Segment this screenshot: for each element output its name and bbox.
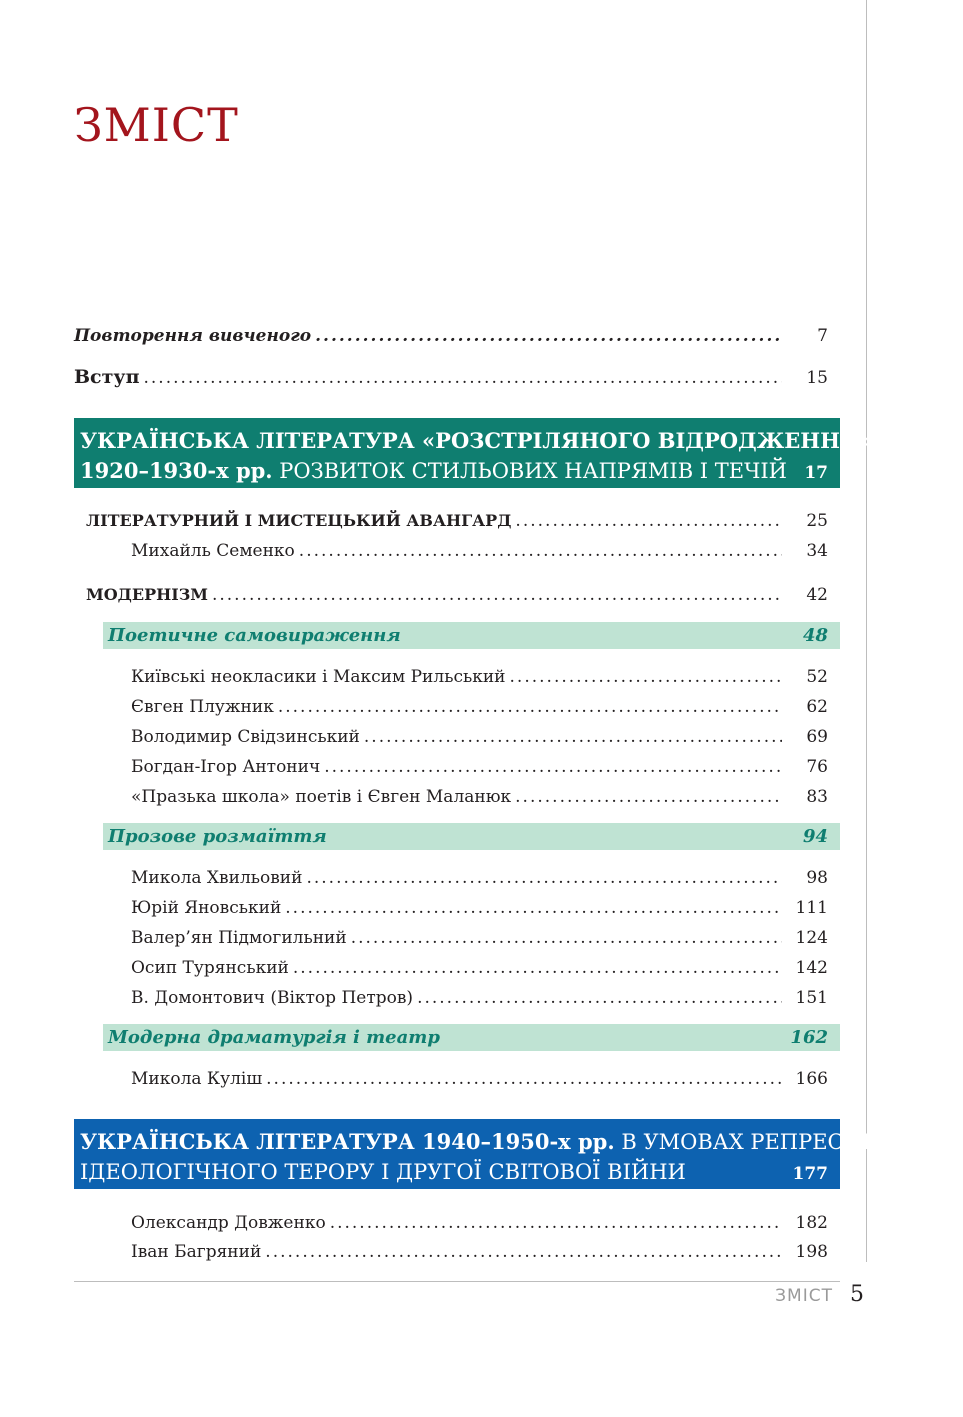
section-band-title: УКРАЇНСЬКА ЛІТЕРАТУРА «РОЗСТРІЛЯНОГО ВІДРОДЖЕННЯ» — [80, 428, 872, 453]
toc-entry-author[interactable] — [131, 1240, 828, 1264]
running-footer-label: ЗМІСТ — [775, 1286, 833, 1306]
leader-dots — [351, 926, 782, 950]
section-band-title: УКРАЇНСЬКА ЛІТЕРАТУРА 1940–1950-х рр. — [80, 1129, 615, 1154]
toc-entry-author[interactable] — [131, 785, 828, 809]
leader-dots — [299, 539, 782, 563]
leader-dots — [266, 1067, 782, 1091]
toc-entry-label: Євген Плужник — [131, 697, 274, 717]
leader-dots — [265, 1240, 782, 1264]
toc-entry-page: 42 — [806, 585, 828, 605]
toc-entry-page: 124 — [795, 928, 828, 948]
leader-dots — [278, 695, 782, 719]
toc-entry-label: Іван Багряний — [131, 1242, 262, 1262]
leader-dots — [285, 896, 782, 920]
subsection-page: 48 — [802, 625, 828, 646]
leader-dots — [306, 866, 782, 890]
subsection-title: Прозове розмаїття — [108, 826, 327, 847]
toc-entry-author[interactable] — [131, 539, 828, 563]
toc-entry-page: 182 — [795, 1213, 828, 1233]
toc-entry-page: 62 — [806, 697, 828, 717]
leader-dots — [212, 583, 782, 607]
toc-entry-label: Микола Куліш — [131, 1069, 263, 1089]
subsection-poetry[interactable] — [103, 622, 840, 649]
section-band-subtitle-2: ІДЕОЛОГІЧНОГО ТЕРОРУ І ДРУГОЇ СВІТОВОЇ ВІЙНИ — [80, 1160, 686, 1184]
section-band-page: 177 — [792, 1164, 828, 1184]
toc-entry-author[interactable] — [131, 695, 828, 719]
leader-dots — [417, 986, 782, 1010]
toc-entry-author[interactable] — [131, 986, 828, 1010]
page-title: ЗМІСТ — [74, 98, 239, 152]
toc-entry-label: Михайль Семенко — [131, 541, 295, 561]
leader-dots — [330, 1211, 782, 1235]
subsection-page: 162 — [790, 1027, 828, 1048]
toc-entry-page: 7 — [817, 326, 828, 346]
section-band-subtitle: В УМОВАХ РЕПРЕСІЙ, — [614, 1130, 877, 1154]
toc-entry-author[interactable] — [131, 896, 828, 920]
section-band-2[interactable] — [74, 1119, 877, 1189]
toc-entry-avantgarde[interactable] — [86, 509, 828, 533]
toc-entry-page: 198 — [795, 1242, 828, 1262]
toc-entry-author[interactable] — [131, 725, 828, 749]
toc-entry-page: 69 — [806, 727, 828, 747]
toc-entry-page: 15 — [806, 368, 828, 388]
toc-entry-page: 151 — [795, 988, 828, 1008]
section-band-1[interactable] — [74, 418, 872, 488]
subsection-title: Поетичне самовираження — [108, 625, 401, 646]
toc-entry-author[interactable] — [131, 665, 828, 689]
toc-entry-review[interactable] — [74, 324, 828, 348]
toc-entry-label: ЛІТЕРАТУРНИЙ І МИСТЕЦЬКИЙ АВАНГАРД — [86, 511, 512, 530]
toc-entry-page: 34 — [806, 541, 828, 561]
subsection-prose[interactable] — [103, 823, 840, 850]
toc-entry-author[interactable] — [131, 866, 828, 890]
toc-entry-label: Микола Хвильовий — [131, 868, 303, 888]
leader-dots — [364, 725, 782, 749]
leader-dots — [324, 755, 782, 779]
toc-entry-intro[interactable] — [74, 365, 828, 389]
leader-dots — [293, 956, 782, 980]
right-margin-rule — [866, 0, 867, 1262]
toc-entry-page: 83 — [806, 787, 828, 807]
section-band-page: 17 — [804, 463, 828, 483]
subsection-page: 94 — [802, 826, 828, 847]
leader-dots — [515, 785, 782, 809]
toc-entry-page: 98 — [806, 868, 828, 888]
page-number: 5 — [850, 1282, 864, 1307]
subsection-title: Модерна драматургія і театр — [108, 1027, 440, 1048]
section-band-years: 1920–1930-х рр. — [80, 458, 273, 483]
toc-entry-page: 76 — [806, 757, 828, 777]
leader-dots — [515, 509, 782, 533]
toc-entry-author[interactable] — [131, 956, 828, 980]
toc-entry-page: 52 — [806, 667, 828, 687]
toc-entry-page: 142 — [795, 958, 828, 978]
toc-entry-label: Повторення вивченого — [74, 326, 312, 346]
toc-entry-label: Осип Турянський — [131, 958, 289, 978]
leader-dots — [143, 366, 782, 390]
toc-entry-label: Богдан-Ігор Антонич — [131, 757, 321, 777]
subsection-drama[interactable] — [103, 1024, 840, 1051]
toc-entry-label: Володимир Свідзинський — [131, 727, 360, 747]
section-band-subtitle: РОЗВИТОК СТИЛЬОВИХ НАПРЯМІВ І ТЕЧІЙ — [272, 459, 787, 483]
leader-dots — [315, 324, 782, 348]
toc-entry-label: МОДЕРНІЗМ — [86, 585, 208, 604]
toc-entry-modernism[interactable] — [86, 583, 828, 607]
toc-entry-label: Київські неокласики і Максим Рильський — [131, 667, 506, 687]
toc-entry-author[interactable] — [131, 1211, 828, 1235]
toc-entry-label: Олександр Довженко — [131, 1213, 326, 1233]
toc-entry-author[interactable] — [131, 755, 828, 779]
leader-dots — [510, 665, 782, 689]
toc-entry-label: Юрій Яновський — [131, 898, 282, 918]
toc-entry-page: 166 — [795, 1069, 828, 1089]
toc-entry-label: В. Домонтович (Віктор Петров) — [131, 988, 414, 1008]
toc-entry-author[interactable] — [131, 926, 828, 950]
toc-entry-label: «Празька школа» поетів і Євген Маланюк — [131, 787, 512, 807]
toc-entry-label: Валер’ян Підмогильний — [131, 928, 347, 948]
footer-rule — [74, 1281, 840, 1282]
toc-entry-page: 25 — [806, 511, 828, 531]
toc-entry-author[interactable] — [131, 1067, 828, 1091]
toc-entry-label: Вступ — [74, 366, 140, 388]
toc-entry-page: 111 — [795, 898, 828, 918]
